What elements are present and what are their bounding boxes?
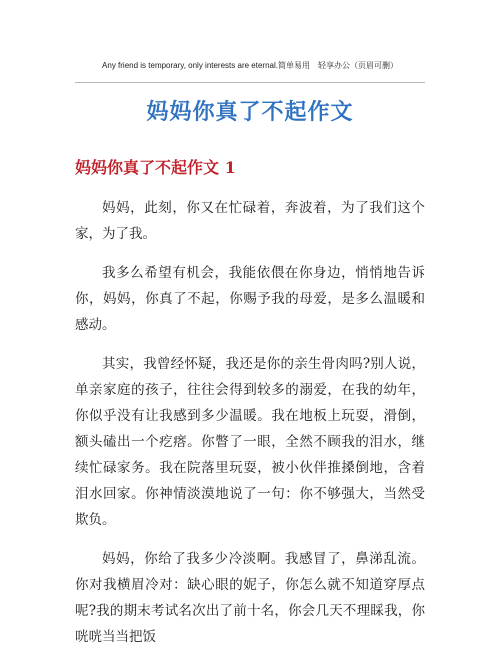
paragraph-2: 我多么希望有机会，我能依偎在你身边，悄悄地告诉你，妈妈，你真了不起，你赐予我的母爱，是多么温暖和感动。	[75, 265, 425, 333]
header-divider	[75, 82, 425, 83]
paragraph-3: 其实，我曾经怀疑，我还是你的亲生骨肉吗?别人说，单亲家庭的孩子，往往会得到较多的溺爱，在我的幼年，你似乎没有让我感到多少温暖。我在地板上玩耍，滑倒，额头磕出一个疙瘩。你瞥了一眼，全然不顾我的泪水，继续忙碌家务。我在院落里玩耍，被小伙伴推搡倒地，含着泪水回家。你神情淡漠地说了一句：你不够强大，当然受欺负。	[75, 356, 425, 528]
paragraph-4: 妈妈，你给了我多少冷淡啊。我感冒了，鼻涕乱流。你对我横眉冷对：缺心眼的妮子，你怎么就不知道穿厚点呢?我的期末考试名次出了前十名，你会几天不理睬我，你咣咣当当把饭	[75, 551, 425, 645]
header-tagline: 简单易用 轻享办公（页眉可删）	[277, 61, 398, 70]
paragraph-1: 妈妈，此刻，你又在忙碌着，奔波着，为了我们这个家，为了我。	[75, 200, 425, 242]
header-motto: Any friend is temporary, only interests are eternal.	[102, 61, 278, 70]
essay-body	[75, 195, 425, 663]
section-heading: 妈妈你真了不起作文 1	[75, 158, 236, 177]
document-title: 妈妈你真了不起作文	[146, 99, 354, 125]
page-header	[0, 61, 500, 71]
